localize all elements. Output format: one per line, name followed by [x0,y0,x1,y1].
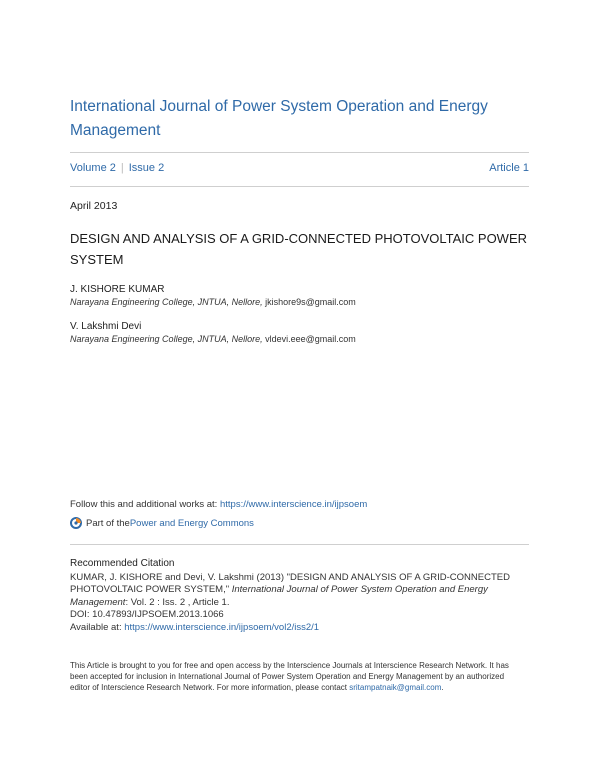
separator: | [120,162,124,174]
power-energy-commons-link[interactable]: Power and Energy Commons [129,517,254,529]
journal-title[interactable]: International Journal of Power System Operation and Energy Management [70,98,488,139]
issue-link[interactable]: Issue 2 [128,162,165,174]
citation-available: Available at: https://www.interscience.in/ijpsoem/vol2/iss2/1 [70,621,320,633]
citation-heading: Recommended Citation [70,558,175,569]
author-name: V. Lakshmi Devi [70,321,142,332]
bepress-commons-icon [70,517,82,529]
author-2 [70,320,356,346]
divider [70,544,529,545]
author-1 [70,283,356,309]
author-name: J. KISHORE KUMAR [70,284,165,295]
volume-link[interactable]: Volume 2 [70,162,116,174]
partof-text: Part of the [86,517,130,529]
access-note: This Article is brought to you for free and open access by the Interscience Journals at Interscience Research Network. It has been accepted for inclusion in International Journal of Power System Operation and Energy Management by an authorized editor of Interscience Research Network. For more information, please contact sritampatnaik@gmail.com. [70,661,509,692]
author-affiliation: Narayana Engineering College, JNTUA, Nellore, jkishore9s@gmail.com [70,297,356,307]
author-affiliation: Narayana Engineering College, JNTUA, Nellore, vldevi.eee@gmail.com [70,334,356,344]
publication-date: April 2013 [70,200,118,212]
divider [70,186,529,187]
follow-link[interactable]: https://www.interscience.in/ijpsoem [219,499,368,510]
issue-meta-row [70,162,529,174]
citation-doi: DOI: 10.47893/IJPSOEM.2013.1066 [70,609,224,620]
follow-line [70,499,367,510]
divider [70,152,529,153]
contact-email-link[interactable]: sritampatnaik@gmail.com [349,683,442,692]
paper-title: DESIGN AND ANALYSIS OF A GRID-CONNECTED PHOTOVOLTAIC POWER SYSTEM [70,231,528,267]
part-of-line [70,517,254,529]
author-email: vldevi.eee@gmail.com [265,334,356,344]
citation-body: KUMAR, J. KISHORE and Devi, V. Lakshmi (2013) "DESIGN AND ANALYSIS OF A GRID-CONNECTED PHOTOVOLTAIC POWER SYSTEM," International Journal of Power System Operation and Energy Management: Vol. 2 : Iss. 2 , Article 1. [70,571,510,608]
citation-journal: International Journal of Power System Operation and Energy Management [70,584,488,608]
follow-text: Follow this and additional works at: [70,499,220,510]
article-url-link[interactable]: https://www.interscience.in/ijpsoem/vol2/iss2/1 [124,621,320,633]
author-email: jkishore9s@gmail.com [265,297,356,307]
article-link[interactable]: Article 1 [489,162,529,174]
recommended-citation [70,558,530,634]
